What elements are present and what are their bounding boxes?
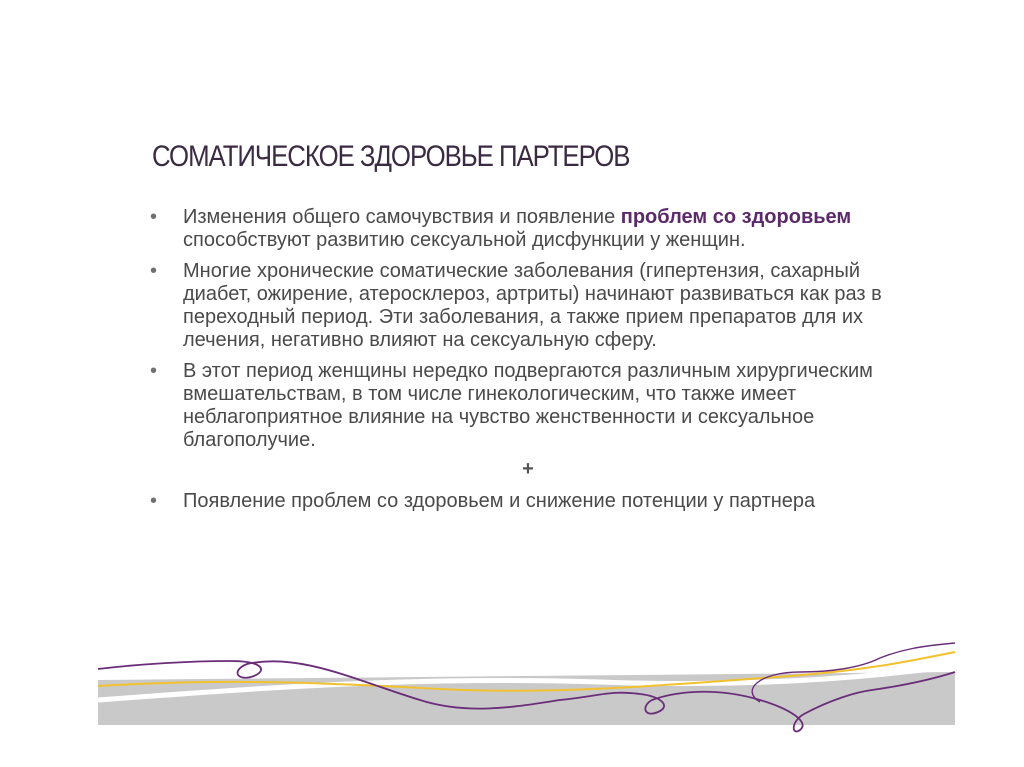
bullet-text-suffix: способствуют развитию сексуальной дисфункции у женщин. (183, 229, 746, 251)
bullet-marker: • (150, 490, 158, 512)
slide-title: СОМАТИЧЕСКОЕ ЗДОРОВЬЕ ПАРТЕРОВ (152, 140, 630, 173)
bullet-marker: • (150, 360, 158, 382)
bullet-text: Появление проблем со здоровьем и снижение потенции у партнера (183, 490, 816, 512)
bullet-text: В этот период женщины нередко подвергаются различным хирургическим вмешательствам, в том числе гинекологическим, что также имеет неблагоприятное влияние на чувство женственности и сексуальное благополучие. (183, 360, 873, 451)
bullet-marker: • (150, 260, 158, 282)
bullet-text: Многие хронические соматические заболевания (гипертензия, сахарный диабет, ожирение, атеросклероз, артриты) начинают развиваться как раз в переходный период. Эти заболевания, а также прием препаратов для их лечения, негативно влияют на сексуальную сферу. (183, 260, 882, 351)
plus-divider: + (522, 458, 534, 480)
bullet-emphasis: проблем со здоровьем (620, 206, 852, 228)
bullet-marker: • (150, 206, 158, 228)
bullet-text-prefix: Изменения общего самочувствия и появление (183, 206, 621, 228)
